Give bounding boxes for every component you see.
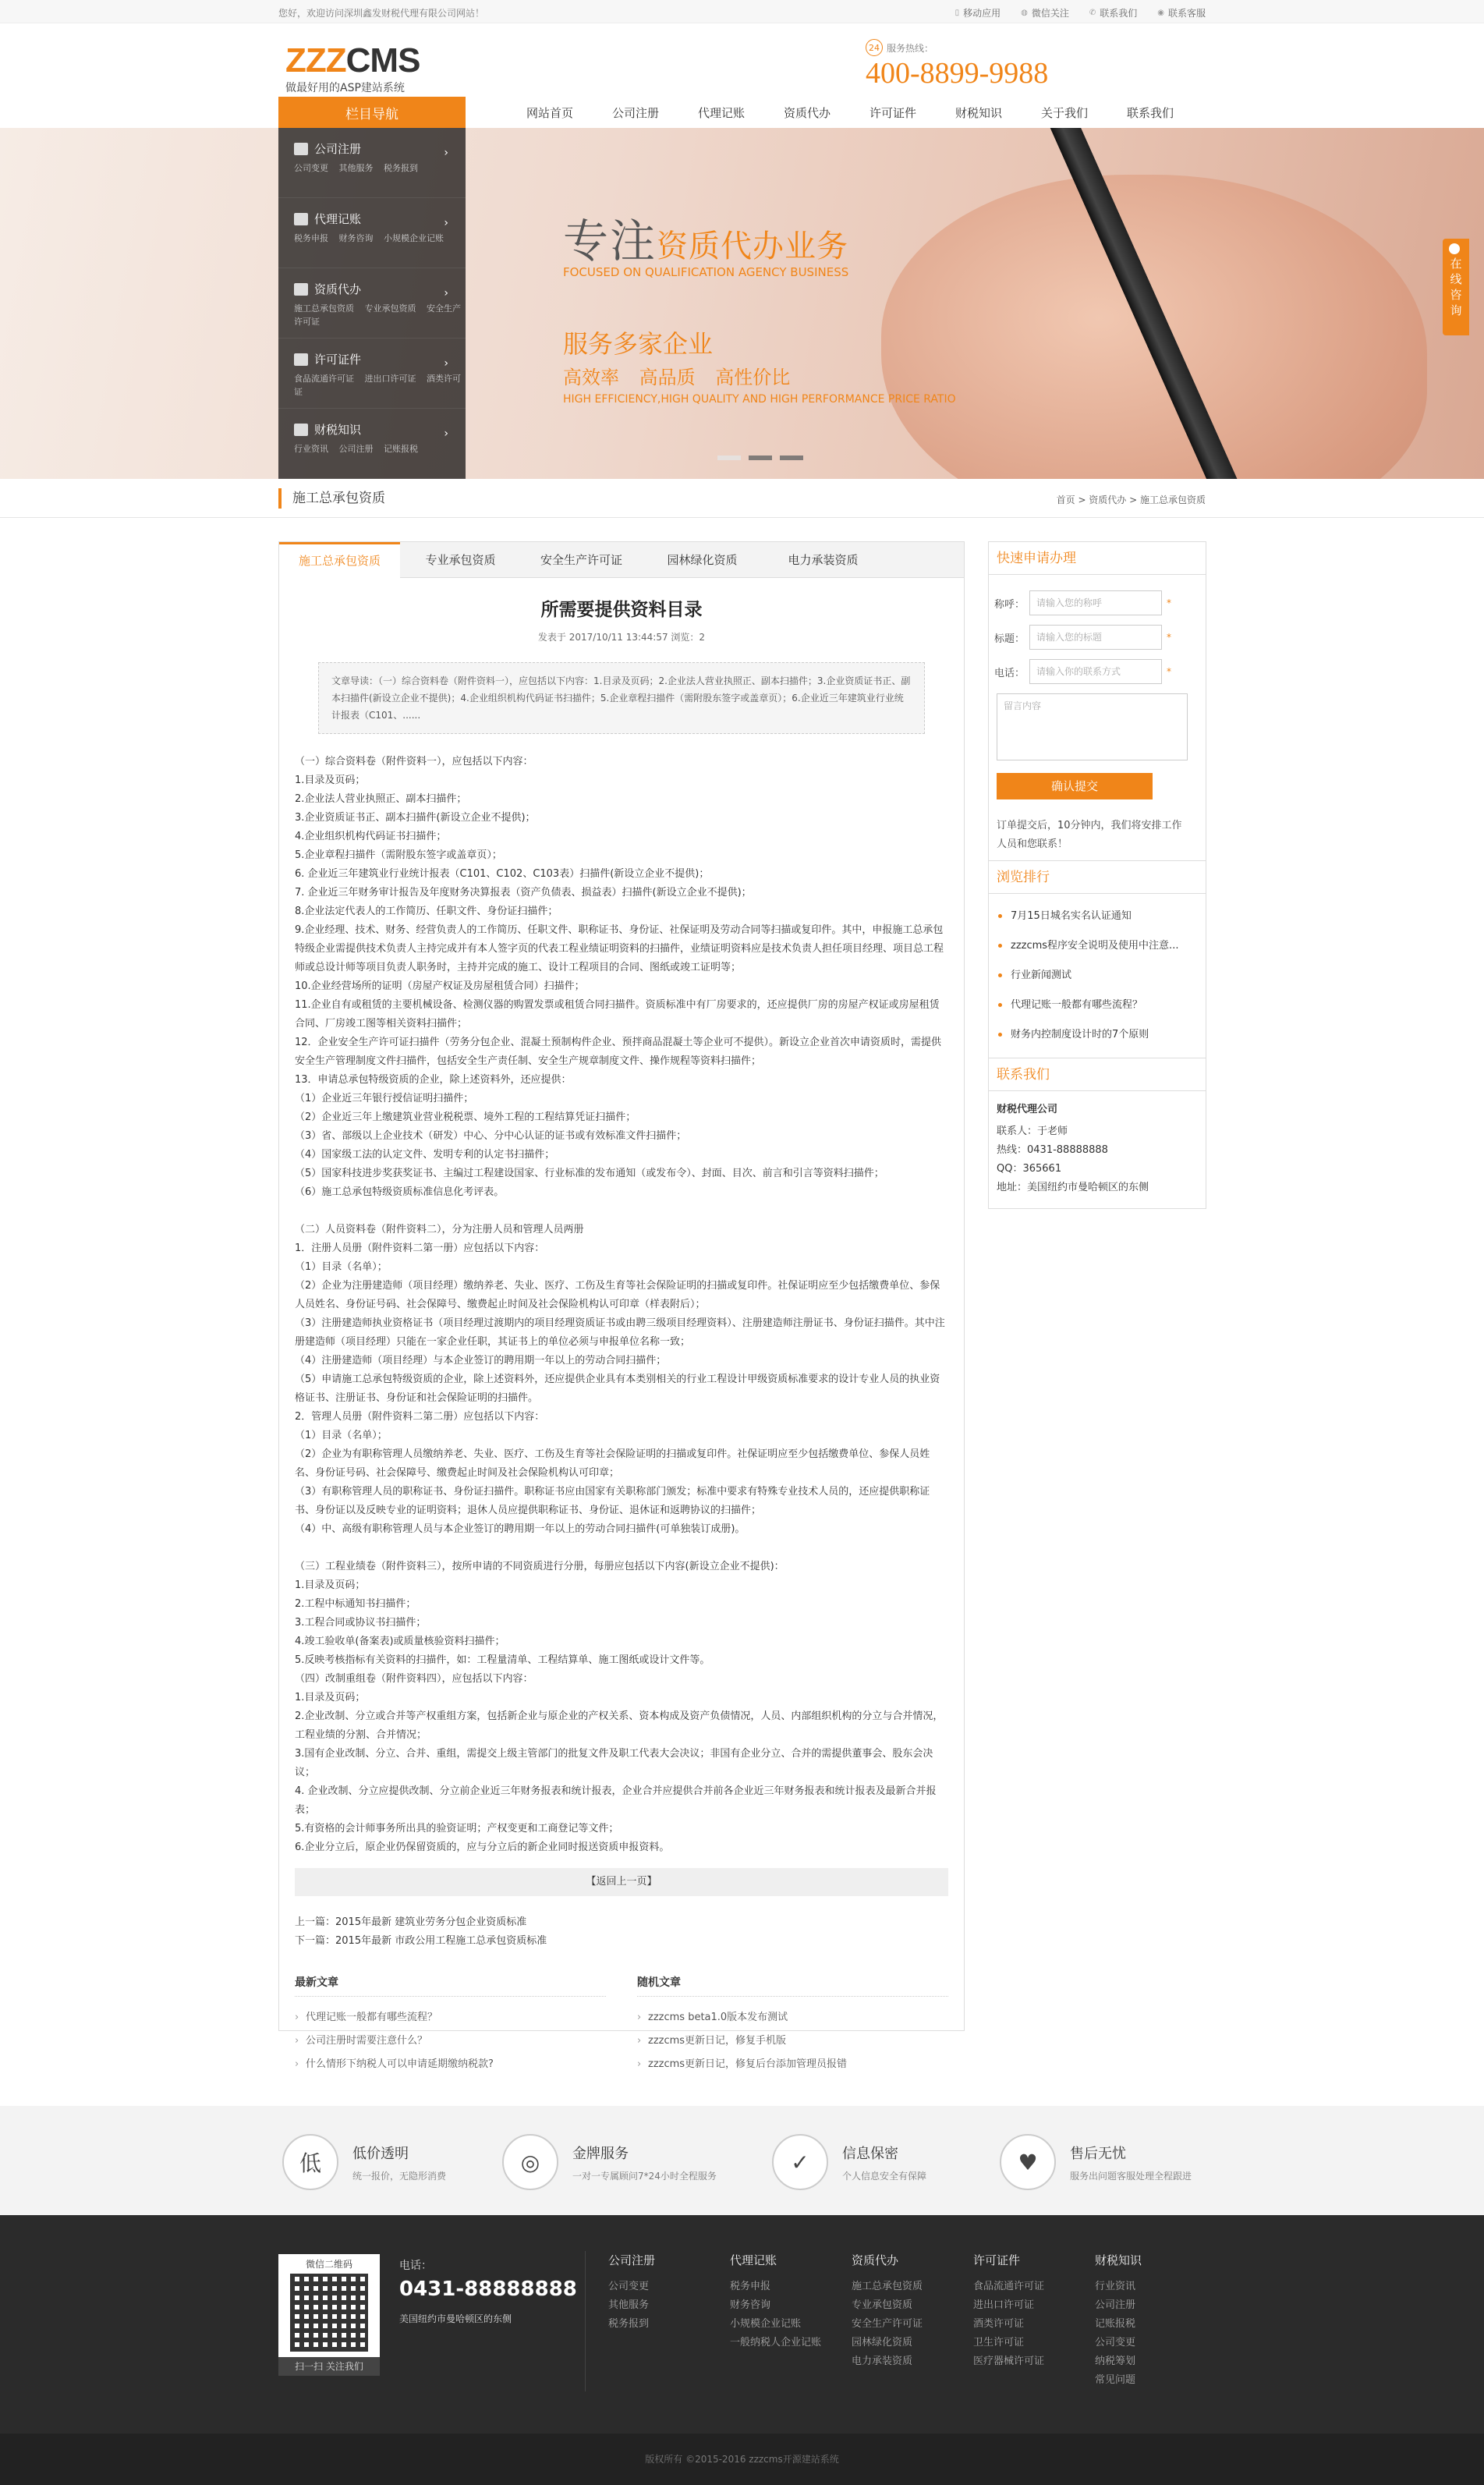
nav-menu — [507, 97, 1193, 128]
article-paragraph: （4）注册建造师（项目经理）与本企业签订的聘用期一年以上的劳动合同扫描件； — [295, 1355, 667, 1367]
article-paragraph: （3）省、部级以上企业技术（研发）中心、分中心认证的证书或有效标准文件扫描件； — [295, 1130, 687, 1142]
footer-col-bookkeeping: 代理记账 税务申报 财务咨询 小规模企业记账 一般纳税人企业记账 — [730, 2251, 821, 2352]
form-row-phone: 电话： 请输入你的联系方式 * — [989, 654, 1206, 689]
chevron-right-icon: › — [444, 217, 448, 229]
article-panel — [278, 541, 965, 2070]
footer-link[interactable]: 行业资讯 — [1095, 2281, 1136, 2292]
hero-banner[interactable] — [0, 128, 1484, 479]
wechat-icon: ◍ — [1021, 9, 1028, 17]
article-meta: 发表于 2017/10/11 13:44:57 浏览：2 — [537, 632, 706, 643]
article-paragraph: （5）申请施工总承包特级资质的企业，除上述资料外，还应提供企业具有本类别相关的行业工程设计甲级资质标准要求的设计专业人员的执业资格证书、注册证书、身份证和社会保险证明的扫描件。 — [295, 1374, 940, 1404]
footer-link[interactable]: 记账报税 — [1095, 2318, 1136, 2330]
nav-item-qualification[interactable]: 资质代办 — [783, 105, 831, 120]
page-title: 施工总承包资质 — [278, 488, 385, 509]
article-paragraph: 9.企业经理、技术、财务、经营负责人的工作简历、任职文件、职称证书、身份证、社保证明及劳动合同等扫描或复印件。其中，申报施工总承包特级企业需提供技术负责人主持完成并有本人签字页的代表工程业绩证明资料的扫描件，业绩证明资料应是技术负责人担任项目经理、项目总工程师或总设计师等项目负责人职务时，主持并完成的施工、设计工程项目的合同、图纸或竣工证明等； — [295, 924, 944, 973]
banner-english-2: HIGH EFFICIENCY,HIGH QUALITY AND HIGH PERFORMANCE PRICE RATIO — [563, 393, 956, 406]
submit-note: 订单提交后，10分钟内，我们将安排工作人员和您联系！ — [997, 820, 1182, 850]
top-bar — [0, 0, 1484, 23]
article-paragraph: 7. 企业近三年财务审计报告及年度财务决算报表（资产负债表、损益表）扫描件(新设立企业不提供)； — [295, 887, 752, 899]
footer-link[interactable]: 施工总承包资质 — [852, 2281, 923, 2292]
tab-bar — [279, 542, 964, 578]
footer — [0, 2215, 1484, 2434]
article-paragraph: （1）目录（名单）； — [295, 1261, 388, 1273]
name-input[interactable]: 请输入您的称呼 — [1029, 590, 1162, 615]
paragraph-gap — [295, 1202, 948, 1221]
company-name: 财税代理公司 — [997, 1104, 1058, 1115]
license-icon — [294, 353, 308, 366]
article-paragraph: 4.企业组织机构代码证书扫描件； — [295, 831, 447, 842]
book-icon — [294, 424, 308, 436]
phone-icon: ✆ — [1089, 9, 1096, 17]
footer-link[interactable]: 酒类许可证 — [973, 2318, 1025, 2330]
article-paragraph: 3.国有企业改制、分立、合并、重组，需提交上级主管部门的批复文件及职工代表大会决议；非国有企业分立、合并的需提供董事会、股东会决议； — [295, 1748, 933, 1778]
nav-head[interactable]: 栏目导航 — [278, 97, 466, 128]
ranking-title: 浏览排行 — [989, 861, 1206, 894]
footer-address: 美国纽约市曼哈顿区的东侧 — [399, 2313, 512, 2324]
nav-item-license[interactable]: 许可证件 — [869, 105, 916, 120]
top-link-contact[interactable]: ✆ 联系我们 — [1089, 8, 1138, 19]
chat-icon: ◉ — [1157, 9, 1164, 17]
footer-col-license: 许可证件 食品流通许可证 进出口许可证 酒类许可证 卫生许可证 医疗器械许可证 — [973, 2251, 1044, 2371]
banner-english-1: FOCUSED ON QUALIFICATION AGENCY BUSINESS — [563, 265, 849, 279]
top-link-mobile[interactable]: ▯ 移动应用 — [955, 8, 1001, 19]
submit-button[interactable]: 确认提交 — [997, 773, 1153, 799]
article-paragraph: （2）企业为注册建造师（项目经理）缴纳养老、失业、医疗、工伤及生育等社会保险证明的扫描或复印件。社保证明应至少包括缴费单位、参保人员姓名、身份证号码、社会保障号、缴费起止时间及社会保险机构认可印章（样表附后）； — [295, 1280, 940, 1310]
top-link-service[interactable]: ◉ 联系客服 — [1157, 8, 1206, 19]
hotline — [866, 39, 1048, 89]
list-item[interactable]: zzzcms程序安全说明及使用中注意... — [989, 931, 1206, 961]
article-paragraph: （三）工程业绩卷（附件资料三），按所申请的不同资质进行分册，每册应包括以下内容(新设立企业不提供)： — [295, 1561, 785, 1572]
footer-link[interactable]: 电力承装资质 — [852, 2356, 913, 2367]
article-paragraph: （6）施工总承包特级资质标准信息化考评表。 — [295, 1186, 505, 1198]
paragraph-gap — [295, 1539, 948, 1558]
quick-apply-title: 快速申请办理 — [989, 542, 1206, 575]
tab-power-install[interactable]: 电力承装资质 — [788, 553, 859, 567]
hotline-label: 服务热线： — [887, 42, 934, 54]
article-paragraph: 2．管理人员册（附件资料二第二册）应包括以下内容： — [295, 1411, 545, 1423]
banner-dot-active[interactable] — [749, 456, 772, 460]
list-item[interactable]: › zzzcms更新日记，修复后台添加管理员报错 — [637, 2053, 948, 2076]
article-title: 所需要提供资料目录 — [540, 600, 703, 620]
article-paragraph: （1）目录（名单）； — [295, 1430, 388, 1441]
footer-link[interactable]: 常见问题 — [1095, 2374, 1136, 2386]
nav-item-register[interactable]: 公司注册 — [611, 105, 659, 120]
contact-address: 地址：美国纽约市曼哈顿区的东侧 — [997, 1182, 1149, 1193]
chevron-right-icon: › — [444, 287, 448, 300]
contact-qq: QQ：365661 — [997, 1163, 1062, 1175]
article-paragraph: 1.目录及页码； — [295, 1579, 366, 1591]
category-knowledge[interactable]: 财税知识 › 行业资讯 公司注册 记账报税 — [278, 409, 466, 479]
article-paragraph: （2）企业近三年上缴建筑业营业税税票、境外工程的工程结算凭证扫描件； — [295, 1111, 636, 1123]
logo-cms: CMS — [345, 41, 420, 80]
chevron-right-icon: › — [444, 147, 448, 159]
list-item[interactable]: › 公司注册时需要注意什么？ — [295, 2029, 606, 2053]
ledger-icon — [294, 213, 308, 225]
footer-link[interactable]: 税务报到 — [608, 2318, 650, 2330]
footer-link[interactable]: 一般纳税人企业记账 — [730, 2337, 822, 2349]
service-gold: ◎ 金牌服务 一对一专属顾问7*24小时全程服务 — [502, 2134, 717, 2190]
category-register[interactable]: 公司注册 › 公司变更 其他服务 税务报到 — [278, 128, 466, 198]
phone-input[interactable]: 请输入你的联系方式 — [1029, 659, 1162, 684]
quick-apply-box — [988, 541, 1206, 861]
banner-headline: 专注资质代办业务 — [563, 214, 849, 268]
nav-item-about[interactable]: 关于我们 — [1040, 105, 1088, 120]
related-articles — [295, 1974, 948, 2076]
contact-hotline: 热线：0431-88888888 — [997, 1144, 1108, 1156]
latest-title: 最新文章 — [295, 1974, 606, 1997]
article-paragraph: 13．申请总承包特级资质的企业，除上述资料外，还应提供： — [295, 1074, 572, 1086]
article-summary: 文章导读：（一）综合资料卷（附件资料一），应包括以下内容：1.目录及页码；2.企业法人营业执照正、副本扫描件；3.企业资质证书正、副本扫描件(新设立企业不提供)；4.企业组织机构代码证书扫描件；5.企业章程扫描件（需附股东签字或盖章页）；6.企业近三年建筑业行业统计报表（C101、...... — [318, 662, 925, 734]
service-low-price: 低 低价透明 统一报价，无隐形消费 — [282, 2134, 446, 2190]
contact-person: 联系人：于老师 — [997, 1126, 1068, 1137]
form-row-name: 称呼： 请输入您的称呼 * — [989, 586, 1206, 620]
service-privacy: ✓ 信息保密 个人信息安全有保障 — [772, 2134, 926, 2190]
heart-icon: ♥ — [1000, 2134, 1056, 2190]
category-qualification[interactable]: 资质代办 › 施工总承包资质 专业承包资质 安全生产许可证 — [278, 268, 466, 339]
footer-link[interactable]: 其他服务 — [608, 2299, 650, 2311]
article-paragraph: 2.企业改制、分立或合并等产权重组方案，包括新企业与原企业的产权关系、资本构成及资产负债情况，人员、内部组织机构的分立与合并情况，工程业绩的分割、合并情况； — [295, 1710, 944, 1741]
article-paragraph: 5.反映考核指标有关资料的扫描件，如：工程量清单、工程结算单、施工图纸或设计文件等。 — [295, 1654, 710, 1666]
article-paragraph: （3）有职称管理人员的职称证书、身份证扫描件。职称证书应由国家有关职称部门颁发；标准中要求有特殊专业技术人员的，还应提供职称证书、身份证以及反映专业的证明资料；退休人员应提供职称证书、身份证、退休证和返聘协议的扫描件； — [295, 1486, 930, 1516]
footer-phone: 0431-88888888 — [399, 2278, 577, 2301]
top-links — [955, 6, 1206, 19]
article-paragraph: 10.企业经营场所的证明（房屋产权证及房屋租赁合同）扫描件； — [295, 980, 585, 992]
online-consult-button[interactable]: 在线咨询 — [1443, 239, 1469, 335]
qr-code-icon — [290, 2274, 368, 2352]
list-item[interactable]: 行业新闻测试 — [989, 961, 1206, 991]
message-textarea[interactable]: 留言内容 — [997, 693, 1188, 760]
service-strip — [0, 2106, 1484, 2215]
footer-link[interactable]: 公司变更 — [1095, 2337, 1136, 2349]
footer-link[interactable]: 食品流通许可证 — [973, 2281, 1045, 2292]
footer-link[interactable]: 医疗器械许可证 — [973, 2356, 1045, 2367]
form-row-title: 标题： 请输入您的标题 * — [989, 620, 1206, 654]
back-button[interactable]: 【返回上一页】 — [295, 1868, 948, 1896]
footer-link[interactable]: 公司变更 — [608, 2281, 650, 2292]
nav-item-home[interactable]: 网站首页 — [526, 105, 573, 120]
article-paragraph: （2）企业为有职称管理人员缴纳养老、失业、医疗、工伤及生育等社会保险证明的扫描或复印件。社保证明应至少包括缴费单位、参保人员姓名、身份证号码、社会保障号、缴费起止时间及社会保险机构认可印章； — [295, 1448, 930, 1479]
nav-item-contact[interactable]: 联系我们 — [1126, 105, 1174, 120]
banner-dot[interactable] — [717, 456, 741, 460]
article-paragraph: 8.企业法定代表人的工作简历、任职文件、身份证扫描件； — [295, 906, 558, 917]
article-paragraph: 6.企业分立后，原企业仍保留资质的，应与分立后的新企业同时报送资质申报资料。 — [295, 1842, 670, 1853]
welcome-text: 您好，欢迎访问深圳鑫发财税代理有限公司网站！ — [278, 8, 485, 19]
nav-item-bookkeeping[interactable]: 代理记账 — [697, 105, 745, 120]
tab-landscaping[interactable]: 园林绿化资质 — [667, 553, 738, 567]
article-paragraph: （二）人员资料卷（附件资料二），分为注册人员和管理人员两册 — [295, 1224, 584, 1235]
tab-general-contracting[interactable]: 施工总承包资质 — [279, 542, 400, 578]
article-paragraph: （一）综合资料卷（附件资料一），应包括以下内容： — [295, 756, 533, 767]
prev-next — [295, 1913, 948, 1951]
category-bookkeeping[interactable]: 代理记账 › 税务申报 财务咨询 小规模企业记账 — [278, 198, 466, 268]
banner-dot[interactable] — [780, 456, 803, 460]
article-paragraph: 5.企业章程扫描件（需附股东签字或盖章页）； — [295, 849, 502, 861]
latest-articles — [295, 1974, 606, 2076]
article-paragraph: 4. 企业改制、分立应提供改制、分立前企业近三年财务报表和统计报表，企业合并应提供合并前各企业近三年财务报表和统计报表及最新合并报表； — [295, 1785, 937, 1816]
prev-article-link[interactable]: 上一篇：2015年最新 建筑业劳务分包企业资质标准 — [295, 1916, 527, 1928]
article-paragraph: （1）企业近三年银行授信证明扫描件； — [295, 1093, 474, 1104]
logo-zzz: ZZZ — [285, 41, 346, 80]
service-aftersale: ♥ 售后无忧 服务出问题客服处理全程跟进 — [1000, 2134, 1192, 2190]
main-nav — [0, 97, 1484, 128]
footer-contact: 电话： 0431-88888888 美国纽约市曼哈顿区的东侧 — [399, 2260, 577, 2324]
nav-item-knowledge[interactable]: 财税知识 — [955, 105, 1002, 120]
article-paragraph: （3）注册建造师执业资格证书（项目经理过渡期内的项目经理资质证书或由聘三级项目经理资料）、注册建造师注册证书、身份证扫描件。其中注册建造师（项目经理）只能在一家企业任职，其证书上的单位必须与申报单位名称一致； — [295, 1317, 945, 1348]
footer-link[interactable]: 卫生许可证 — [973, 2337, 1025, 2349]
article-paragraph: （四）改制重组卷（附件资料四），应包括以下内容： — [295, 1673, 533, 1685]
list-item[interactable]: › zzzcms beta1.0版本发布测试 — [637, 2006, 948, 2029]
hotline-number: 400-8899-9988 — [866, 57, 1049, 90]
list-item[interactable]: › zzzcms更新日记，修复手机版 — [637, 2029, 948, 2053]
footer-col-qualification: 资质代办 施工总承包资质 专业承包资质 安全生产许可证 园林绿化资质 电力承装资质 — [852, 2251, 923, 2371]
copyright: 版权所有 ©2015-2016 zzzcms开源建站系统 — [0, 2434, 1484, 2485]
article-paragraph: 4.竣工验收单(备案表)或质量核验资料扫描件； — [295, 1636, 505, 1647]
footer-col-register: 公司注册 公司变更 其他服务 税务报到 — [608, 2251, 655, 2334]
article-paragraph: 12．企业安全生产许可证扫描件（劳务分包企业、混凝土预制构件企业、预拌商品混凝土等企业可不提供）。新设立企业首次申请资质时，需提供安全生产管理制度文件扫描件，包括安全生产责任制、安全生产规章制度文件、操作规程等资料扫描件； — [295, 1037, 942, 1067]
logo-slogan: 做最好用的ASP建站系统 — [285, 82, 405, 94]
right-sidebar — [988, 541, 1206, 1209]
footer-link[interactable]: 小规模企业记账 — [730, 2318, 802, 2330]
tab-professional-contracting[interactable]: 专业承包资质 — [425, 553, 496, 567]
category-license[interactable]: 许可证件 › 食品流通许可证 进出口许可证 酒类许可证 — [278, 339, 466, 409]
footer-link[interactable]: 财务咨询 — [730, 2299, 771, 2311]
article-paragraph: 3.工程合同或协议书扫描件； — [295, 1617, 427, 1629]
wechat-qr: 微信二维码 扫一扫 关注我们 — [278, 2254, 380, 2376]
footer-link[interactable]: 园林绿化资质 — [852, 2337, 913, 2349]
article-paragraph: 1.目录及页码； — [295, 1692, 366, 1703]
mobile-icon: ▯ — [955, 9, 960, 17]
footer-link[interactable]: 税务申报 — [730, 2281, 771, 2292]
building-icon — [294, 143, 308, 155]
footer-link[interactable]: 专业承包资质 — [852, 2299, 913, 2311]
footer-col-knowledge: 财税知识 行业资讯 公司注册 记账报税 公司变更 纳税筹划 常见问题 — [1095, 2251, 1142, 2390]
medal-icon: ◎ — [502, 2134, 558, 2190]
contact-title: 联系我们 — [989, 1058, 1206, 1091]
article-paragraph: （4）中、高级有职称管理人员与本企业签订的聘用期一年以上的劳动合同扫描件(可单独装订成册)。 — [295, 1523, 746, 1535]
banner-tagline: 高效率 高品质 高性价比 — [563, 367, 791, 388]
top-link-wechat[interactable]: ◍ 微信关注 — [1021, 8, 1069, 19]
article-paragraph: 1.目录及页码； — [295, 775, 366, 786]
random-title: 随机文章 — [637, 1974, 948, 1997]
article-paragraph: 2.企业法人营业执照正、副本扫描件； — [295, 793, 467, 805]
random-articles — [637, 1974, 948, 2076]
contact-box — [988, 1058, 1206, 1209]
article-body — [295, 753, 948, 1857]
shield-icon: ✓ — [772, 2134, 828, 2190]
next-article-link[interactable]: 下一篇：2015年最新 市政公用工程施工总承包资质标准 — [295, 1935, 547, 1947]
chevron-right-icon: › — [444, 427, 448, 440]
footer-link[interactable]: 进出口许可证 — [973, 2299, 1035, 2311]
article-paragraph: 5.有资格的会计师事务所出具的验资证明；产权变更和工商登记等文件； — [295, 1823, 619, 1835]
article-paragraph: 1．注册人员册（附件资料二第一册）应包括以下内容： — [295, 1242, 545, 1254]
hotline-24-icon: 24 — [866, 39, 883, 56]
article-paragraph: （5）国家科技进步奖获奖证书、主编过工程建设国家、行业标准的发布通知（或发布令）、封面、目次、前言和引言等资料扫描件； — [295, 1168, 884, 1179]
low-price-icon: 低 — [282, 2134, 338, 2190]
banner-dots — [717, 456, 803, 460]
list-item[interactable]: 财务内控制度设计时的7个原则 — [989, 1020, 1206, 1050]
footer-link[interactable]: 公司注册 — [1095, 2299, 1136, 2311]
list-item[interactable]: › 什么情形下纳税人可以申请延期缴纳税款? — [295, 2053, 606, 2076]
footer-link[interactable]: 纳税筹划 — [1095, 2356, 1136, 2367]
list-item[interactable]: 7月15日城名实名认证通知 — [989, 902, 1206, 931]
site-logo[interactable] — [285, 41, 420, 95]
tab-safety-license[interactable]: 安全生产许可证 — [540, 553, 622, 567]
chevron-right-icon: › — [444, 357, 448, 370]
article-paragraph: （4）国家级工法的认定文件、发明专利的认定书扫描件； — [295, 1149, 555, 1161]
list-item[interactable]: › 代理记账一般都有哪些流程？ — [295, 2006, 606, 2029]
list-item[interactable]: 代理记账一般都有哪些流程？ — [989, 991, 1206, 1020]
certificate-icon — [294, 283, 308, 296]
breadcrumb-bar — [0, 479, 1484, 518]
category-sidebar — [278, 128, 466, 479]
article-paragraph: 3.企业资质证书正、副本扫描件(新设立企业不提供)； — [295, 812, 536, 824]
title-input[interactable]: 请输入您的标题 — [1029, 625, 1162, 650]
footer-link[interactable]: 安全生产许可证 — [852, 2318, 923, 2330]
article-paragraph: 6. 企业近三年建筑业行业统计报表（C101、C102、C103表）扫描件(新设立企业不提供)； — [295, 868, 710, 880]
ranking-box — [988, 861, 1206, 1058]
banner-subheadline: 服务多家企业 — [563, 329, 714, 359]
article-paragraph: 11.企业自有或租赁的主要机械设备、检测仪器的购置发票或租赁合同扫描件。资质标准中有厂房要求的，还应提供厂房的房屋产权证或房屋租赁合同、厂房竣工图等相关资料扫描件； — [295, 999, 940, 1030]
article-paragraph: 2.工程中标通知书扫描件； — [295, 1598, 416, 1610]
breadcrumb[interactable]: 首页 > 资质代办 > 施工总承包资质 — [1056, 495, 1206, 505]
